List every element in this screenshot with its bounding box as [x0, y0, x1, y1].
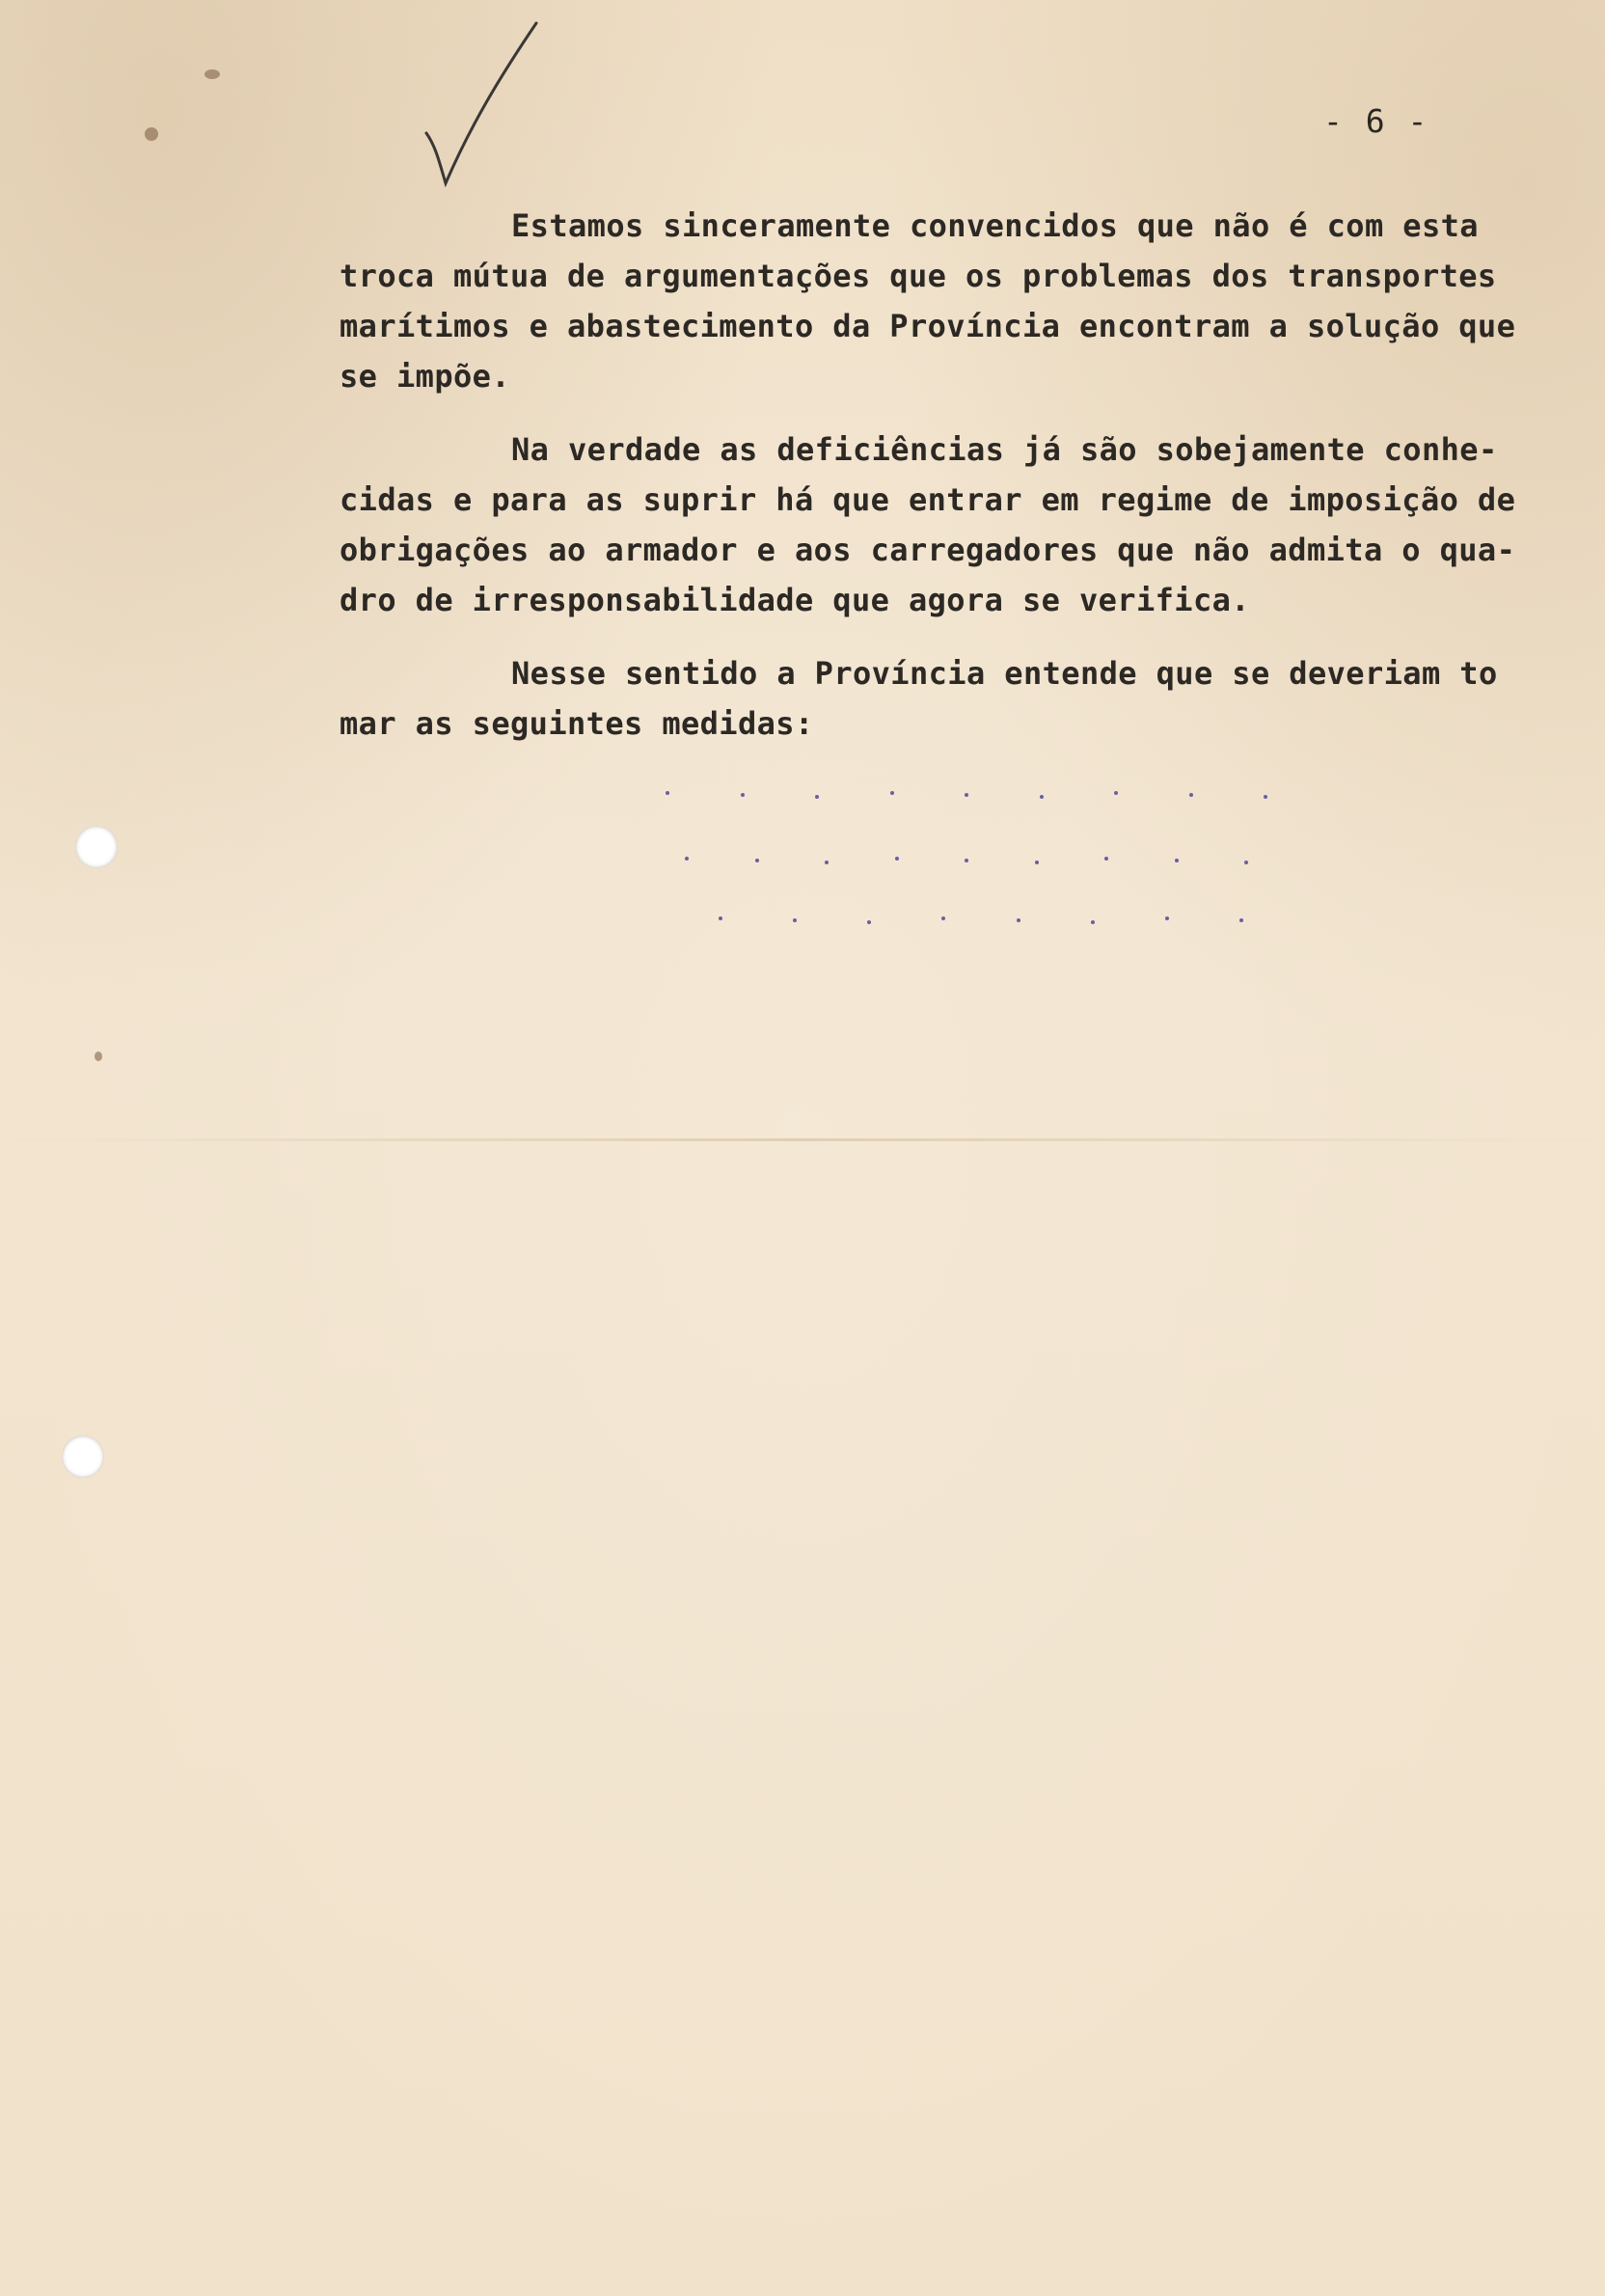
dot-mark [755, 859, 759, 862]
punch-hole-icon [62, 1435, 104, 1478]
paragraph-1 [340, 201, 1526, 401]
dot-mark [1017, 918, 1020, 922]
text-line: Na verdade as deficiências já são sobejamente conhe- [511, 431, 1498, 468]
text-line: obrigações ao armador e aos carregadores que não admita o qua- [340, 532, 1516, 568]
text-line: mar as seguintes medidas: [340, 705, 814, 742]
dot-mark [1091, 920, 1095, 924]
dot-mark [1175, 859, 1179, 862]
dot-mark [867, 920, 871, 924]
dot-leader-row [666, 791, 1264, 810]
dot-mark [815, 795, 819, 799]
ink-stain [145, 127, 158, 141]
dot-mark [685, 857, 689, 861]
dot-mark [1035, 861, 1039, 864]
text-line: dro de irresponsabilidade que agora se verifica. [340, 582, 1250, 618]
dot-mark [1239, 918, 1243, 922]
ink-stain [95, 1052, 102, 1061]
text-line: se impõe. [340, 358, 510, 395]
text-line: Estamos sinceramente convencidos que não é com esta [511, 207, 1479, 244]
dot-leader-row [685, 857, 1244, 876]
checkmark-icon [415, 19, 550, 193]
page-number: - 6 - [1323, 102, 1429, 140]
punch-hole-icon [75, 826, 118, 868]
dot-mark [941, 916, 945, 920]
dot-mark [895, 857, 899, 861]
text-line: marítimos e abastecimento da Província encontram a solução que [340, 308, 1516, 344]
dot-mark [890, 791, 894, 795]
dot-mark [1189, 793, 1193, 797]
dot-leader-row [719, 916, 1239, 936]
dot-mark [719, 916, 722, 920]
dot-mark [965, 859, 968, 862]
dot-mark [666, 791, 669, 795]
page-fold-line [0, 1138, 1605, 1141]
dot-mark [1040, 795, 1044, 799]
text-line: cidas e para as suprir há que entrar em regime de imposição de [340, 481, 1516, 518]
dot-mark [1104, 857, 1108, 861]
paragraph-2 [340, 424, 1526, 625]
dot-mark [1264, 795, 1267, 799]
dot-mark [1165, 916, 1169, 920]
paragraph-3 [340, 648, 1526, 749]
dot-mark [741, 793, 745, 797]
text-line: troca mútua de argumentações que os problemas dos transportes [340, 258, 1497, 294]
dot-mark [965, 793, 968, 797]
ink-stain [204, 69, 220, 79]
dot-mark [825, 861, 829, 864]
text-line: Nesse sentido a Província entende que se deveriam to [511, 655, 1498, 692]
dot-mark [1244, 861, 1248, 864]
dot-mark [793, 918, 797, 922]
dot-mark [1114, 791, 1118, 795]
